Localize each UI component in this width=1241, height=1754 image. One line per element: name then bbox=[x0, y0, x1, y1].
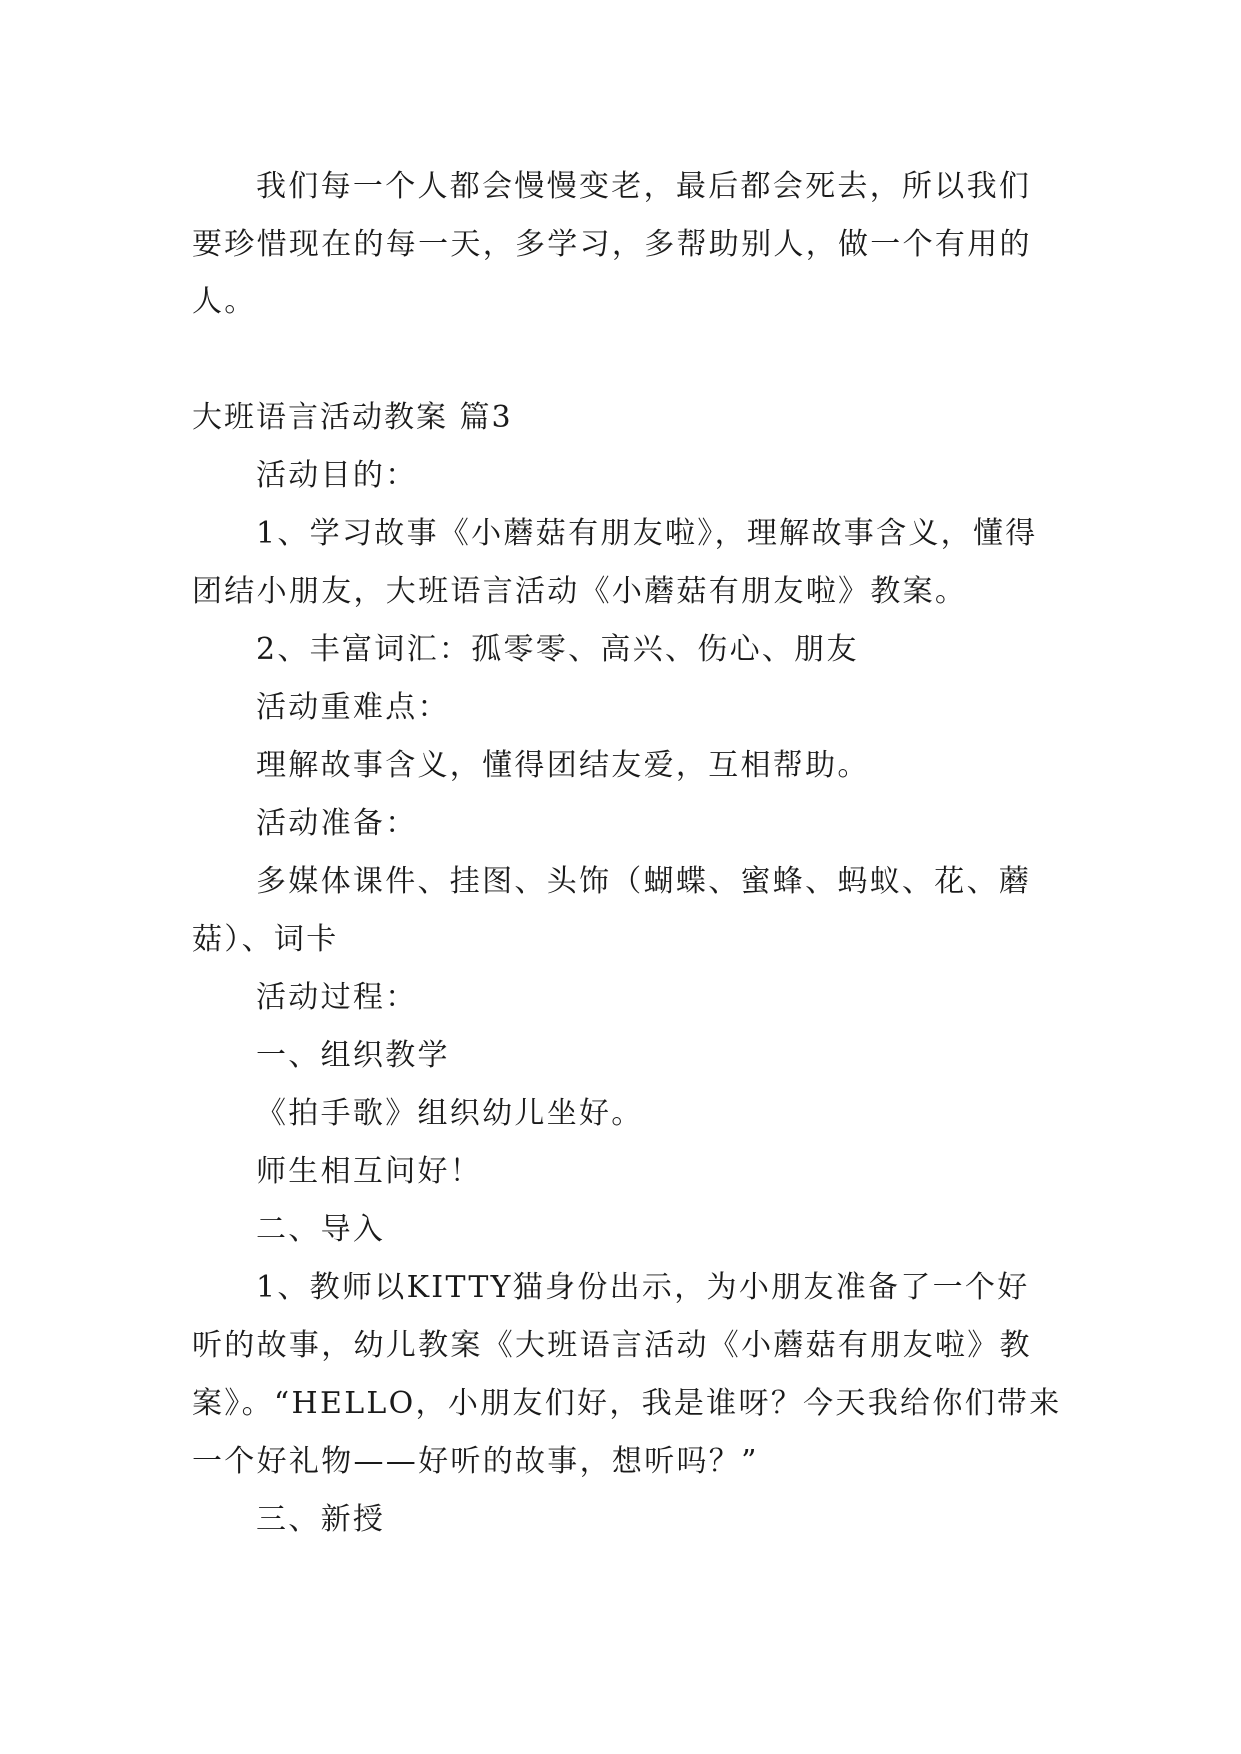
section-heading: 大班语言活动教案 篇3 bbox=[192, 400, 513, 435]
paragraph-line: 活动重难点： bbox=[256, 690, 450, 725]
paragraph-line: 师生相互问好！ bbox=[256, 1154, 483, 1189]
paragraph-line: 要珍惜现在的每一天，多学习，多帮助别人，做一个有用的 bbox=[192, 227, 1032, 262]
paragraph-line: 一、组织教学 bbox=[256, 1038, 450, 1073]
paragraph-line: 三、新授 bbox=[256, 1502, 386, 1537]
paragraph-line: 人。 bbox=[192, 284, 257, 319]
paragraph-line: 1、教师以KITTY猫身份出示，为小朋友准备了一个好 bbox=[256, 1270, 1030, 1305]
paragraph-line: 菇）、词卡 bbox=[192, 922, 339, 957]
paragraph-line: 团结小朋友，大班语言活动《小蘑菇有朋友啦》教案。 bbox=[192, 574, 968, 609]
paragraph-line: 活动目的： bbox=[256, 458, 418, 493]
paragraph-line: 案》。“HELLO，小朋友们好，我是谁呀？今天我给你们带来 bbox=[192, 1386, 1062, 1421]
paragraph-line: 理解故事含义，懂得团结友爱，互相帮助。 bbox=[256, 748, 870, 783]
paragraph-line: 活动过程： bbox=[256, 980, 418, 1015]
paragraph-line: 2、丰富词汇：孤零零、高兴、伤心、朋友 bbox=[256, 632, 859, 667]
paragraph-line: 《拍手歌》组织幼儿坐好。 bbox=[256, 1096, 644, 1131]
paragraph-line: 我们每一个人都会慢慢变老，最后都会死去，所以我们 bbox=[256, 169, 1032, 204]
paragraph-line: 二、导入 bbox=[256, 1212, 386, 1247]
paragraph-line: 活动准备： bbox=[256, 806, 418, 841]
paragraph-line: 多媒体课件、挂图、头饰（蝴蝶、蜜蜂、蚂蚁、花、蘑 bbox=[256, 864, 1032, 899]
paragraph-line: 一个好礼物——好听的故事，想听吗？” bbox=[192, 1444, 759, 1479]
paragraph-line: 1、学习故事《小蘑菇有朋友啦》，理解故事含义，懂得 bbox=[256, 516, 1038, 551]
paragraph-line: 听的故事，幼儿教案《大班语言活动《小蘑菇有朋友啦》教 bbox=[192, 1328, 1032, 1363]
